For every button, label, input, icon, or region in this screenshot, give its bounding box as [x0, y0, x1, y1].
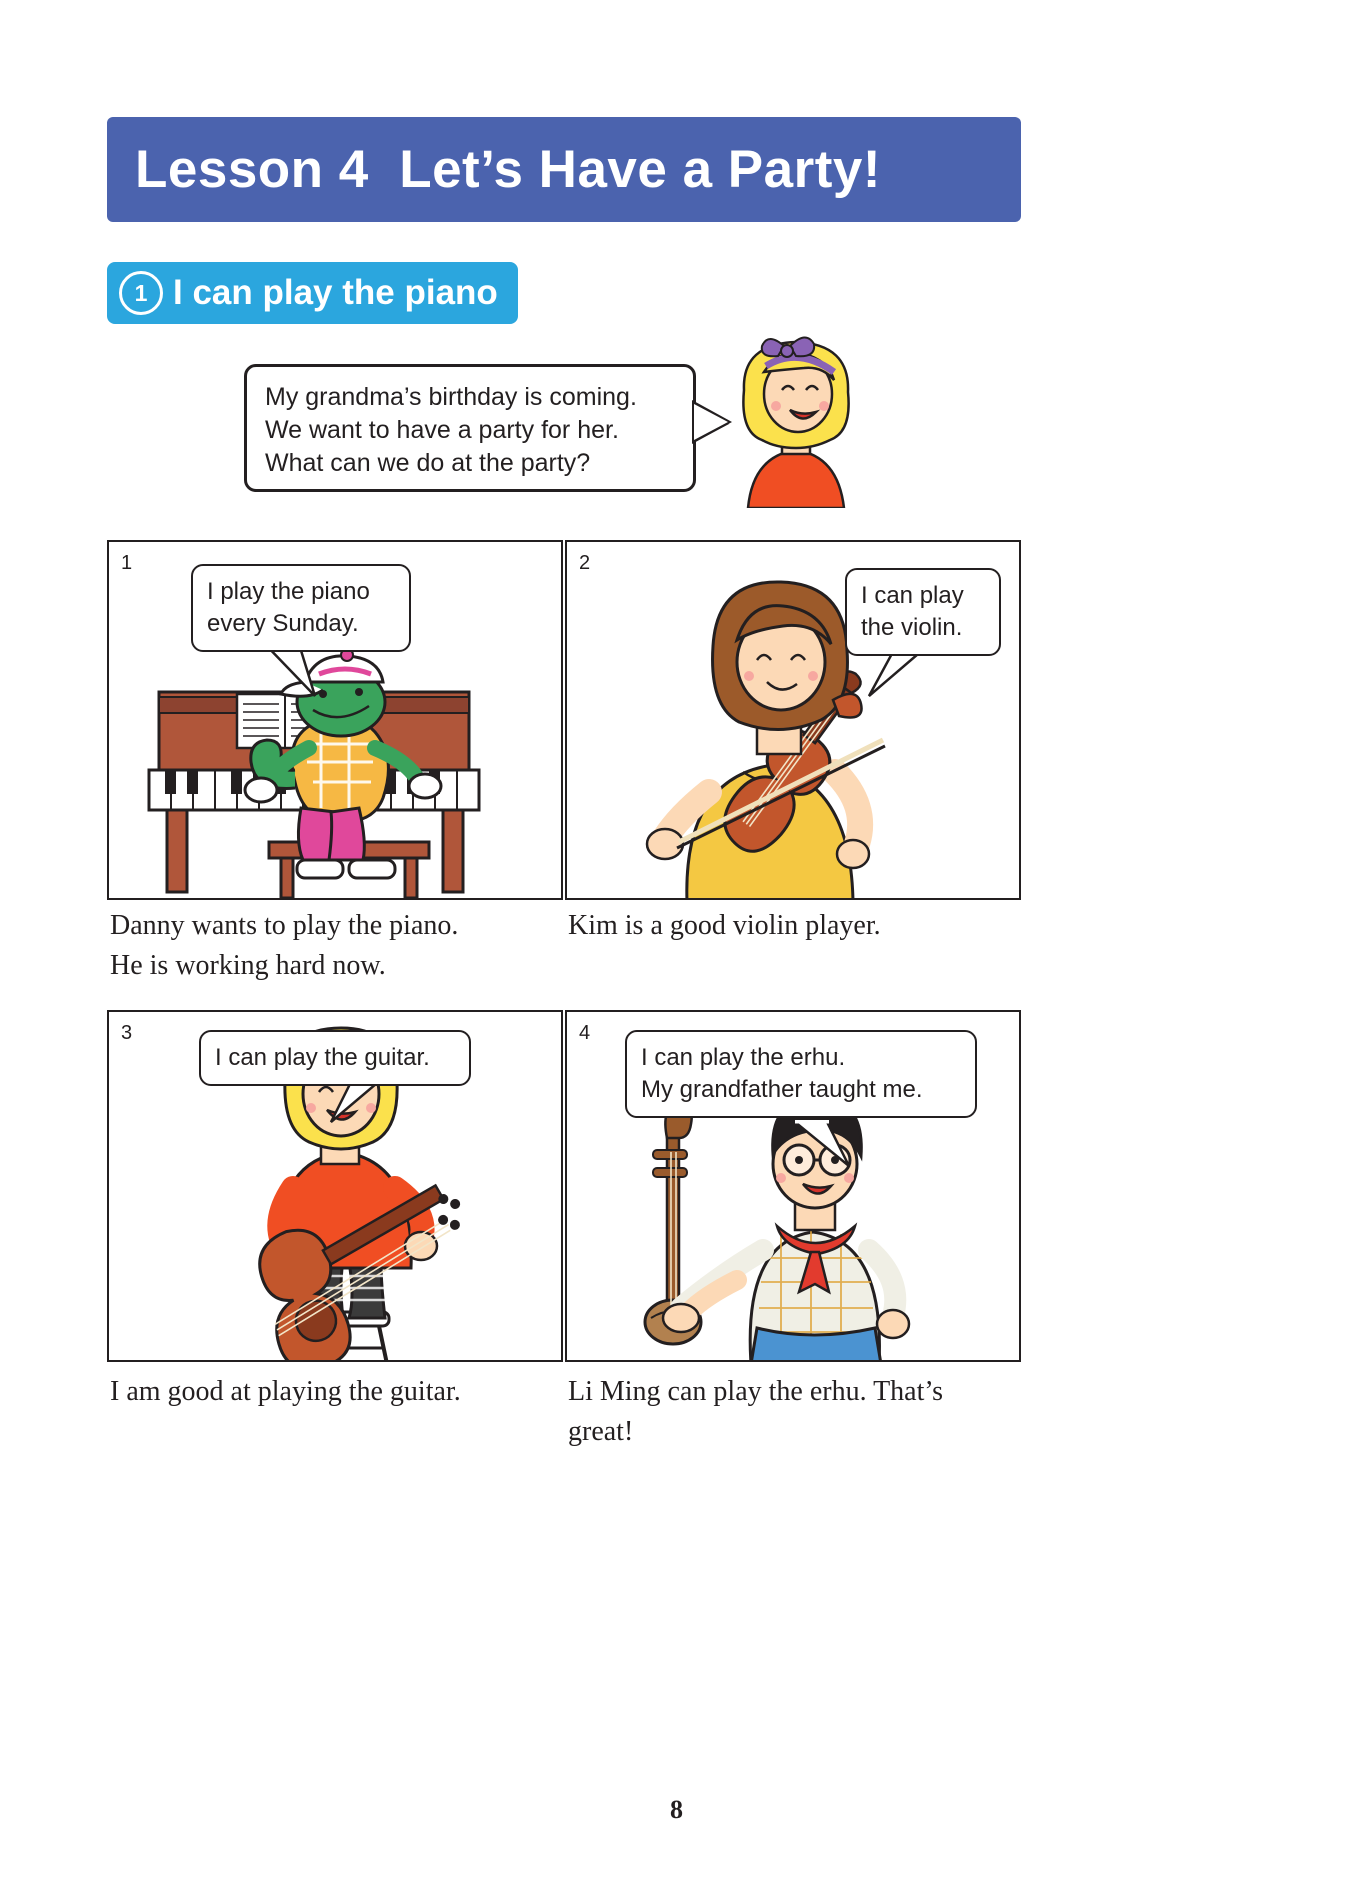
panel-1-caption-line-2: He is working hard now.	[110, 950, 386, 981]
page-number: 8	[670, 1795, 683, 1824]
intro-speech-bubble	[244, 364, 696, 492]
section-number-badge: 1	[119, 271, 163, 315]
intro-line-3: What can we do at the party?	[265, 449, 591, 477]
panel-3-speech-bubble	[199, 1030, 471, 1086]
panel-3-number: 3	[121, 1022, 133, 1044]
intro-line-2: We want to have a party for her.	[265, 416, 619, 444]
intro-bubble-tail	[694, 404, 728, 440]
intro-line-1: My grandma’s birthday is coming.	[265, 383, 637, 411]
panel-4-caption	[568, 1372, 1038, 1452]
panel-1-caption	[110, 906, 570, 986]
lesson-title-bar	[107, 117, 1021, 222]
panel-4	[565, 1010, 1021, 1362]
panel-1-bubble-line-2: every Sunday.	[207, 610, 359, 637]
panel-1	[107, 540, 563, 900]
panel-4-bubble-tail	[791, 1120, 861, 1172]
panel-2-number: 2	[579, 552, 591, 574]
panel-4-caption-line-2: great!	[568, 1416, 634, 1447]
panel-3-bubble-line-1: I can play the guitar.	[215, 1044, 430, 1071]
panel-2	[565, 540, 1021, 900]
panel-3-caption	[110, 1372, 570, 1412]
section-title: I can play the piano	[173, 273, 498, 312]
panel-1-caption-line-1: Danny wants to play the piano.	[110, 910, 459, 941]
lesson-title: Lesson 4 Let’s Have a Party!	[135, 140, 882, 199]
panel-2-caption-line-1: Kim is a good violin player.	[568, 910, 881, 941]
panel-2-speech-bubble	[845, 568, 1001, 656]
panel-2-bubble-line-1: I can play	[861, 582, 964, 609]
panel-3	[107, 1010, 563, 1362]
panel-1-number: 1	[121, 552, 133, 574]
panel-3-caption-line-1: I am good at playing the guitar.	[110, 1376, 461, 1407]
panel-4-bubble-line-2: My grandfather taught me.	[641, 1076, 923, 1103]
panel-4-caption-line-1: Li Ming can play the erhu. That’s	[568, 1376, 944, 1407]
panel-2-bubble-line-2: the violin.	[861, 614, 963, 641]
panel-1-bubble-line-1: I play the piano	[207, 578, 370, 605]
panel-4-speech-bubble	[625, 1030, 977, 1118]
panel-2-caption	[568, 906, 1028, 946]
section-heading	[107, 262, 518, 324]
panel-1-speech-bubble	[191, 564, 411, 652]
panel-4-number: 4	[579, 1022, 591, 1044]
girl-character-illustration	[718, 328, 878, 508]
panel-4-bubble-line-1: I can play the erhu.	[641, 1044, 846, 1071]
